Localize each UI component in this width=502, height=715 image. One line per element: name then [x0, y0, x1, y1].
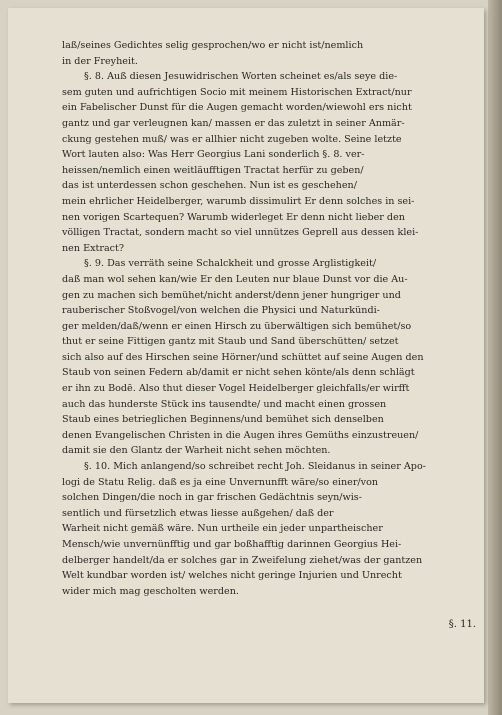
text-line: wider mich mag gescholten werden.: [62, 585, 239, 597]
text-line: in der Freyheit.: [62, 55, 138, 67]
text-line: Mensch/wie unvernünfftig und gar boßhafftig darinnen Georgius Hei-: [62, 539, 402, 550]
text-line: Wort lauten also: Was Herr Georgius Lani sonderlich §. 8. ver-: [62, 149, 365, 161]
text-line: auch das hunderste Stück ins tausendte/ und macht einen grossen: [62, 398, 387, 410]
text-line: Welt kundbar worden ist/ welches nicht geringe Injurien und Unrecht: [62, 570, 402, 582]
text-line: sich also auf des Hirschen seine Hörner/und schüttet auf seine Augen den: [62, 351, 424, 363]
text-line: thut er seine Fittigen gantz mit Staub und Sand überschütten/ setzet: [62, 336, 399, 348]
text-line: ckung gestehen muß/ was er allhier nicht zugeben wolte. Seine letzte: [62, 133, 402, 145]
text-line: logi de Statu Relig. daß es ja eine Unvernunfft wäre/so einer/von: [62, 476, 379, 488]
text-line: er ihn zu Bodē. Also thut dieser Vogel Heidelberger gleichfalls/er wirfft: [62, 383, 410, 395]
text-line: mein ehrlicher Heidelberger, warumb dissimulirt Er denn solches in sei-: [62, 195, 415, 207]
text-line: Staub eines betrieglichen Beginnens/und bemühet sich denselben: [62, 414, 384, 426]
text-line: gen zu machen sich bemühet/nicht anderst/denn jener hungriger und: [62, 289, 401, 301]
text-line: gantz und gar verleugnen kan/ massen er das zuletzt in seiner Anmär-: [62, 117, 405, 129]
catchword: §. 11.: [448, 619, 476, 630]
book-gutter: [488, 0, 502, 715]
text-line: rauberischer Stoßvogel/von welchen die Physici und Naturkündi-: [62, 305, 380, 317]
text-line: laß/seines Gedichtes selig gesprochen/wo er nicht ist/nemlich: [62, 40, 364, 51]
text-line: nen Extract?: [62, 242, 125, 254]
text-line: solchen Dingen/die noch in gar frischen Gedächtnis seyn/wis-: [62, 492, 362, 504]
text-line: heissen/nemlich einen weitläufftigen Tractat herfür zu geben/: [62, 164, 364, 176]
text-line: nen vorigen Scartequen? Warumb widerleget Er denn nicht lieber den: [62, 211, 405, 223]
text-line: ger melden/daß/wenn er einen Hirsch zu überwältigen sich bemühet/so: [62, 320, 412, 332]
text-line: Staub von seinen Federn ab/damit er nicht sehen könte/als denn schlägt: [62, 367, 415, 379]
text-line: §. 10. Mich anlangend/so schreibet recht Joh. Sleidanus in seiner Apo-: [84, 461, 426, 473]
text-line: sem guten und aufrichtigen Socio mit meinem Historischen Extract/nur: [62, 86, 412, 98]
text-line: das ist unterdessen schon geschehen. Nun ist es geschehen/: [62, 180, 357, 192]
text-line: damit sie den Glantz der Warheit nicht sehen möchten.: [62, 445, 331, 457]
text-line: daß man wol sehen kan/wie Er den Leuten nur blaue Dunst vor die Au-: [62, 273, 408, 285]
text-line: §. 8. Auß diesen Jesuwidrischen Worten scheinet es/als seye die-: [84, 71, 398, 83]
page-text: [62, 38, 474, 599]
text-line: völligen Tractat, sondern macht so viel unnützes Geprell aus dessen klei-: [62, 227, 419, 239]
text-line: §. 9. Das verräth seine Schalckheit und grosse Arglistigkeit/: [84, 258, 377, 270]
text-line: sentlich und fürsetzlich etwas liesse außgehen/ daß der: [62, 507, 334, 519]
text-line: Warheit nicht gemäß wäre. Nun urtheile ein jeder unpartheischer: [62, 523, 383, 535]
text-line: ein Fabelischer Dunst für die Augen gemacht worden/wiewohl ers nicht: [62, 102, 412, 114]
text-line: denen Evangelischen Christen in die Augen ihres Gemüths einzustreuen/: [62, 429, 419, 441]
text-line: delberger handelt/da er solches gar in Zweifelung ziehet/was der gantzen: [62, 554, 423, 566]
